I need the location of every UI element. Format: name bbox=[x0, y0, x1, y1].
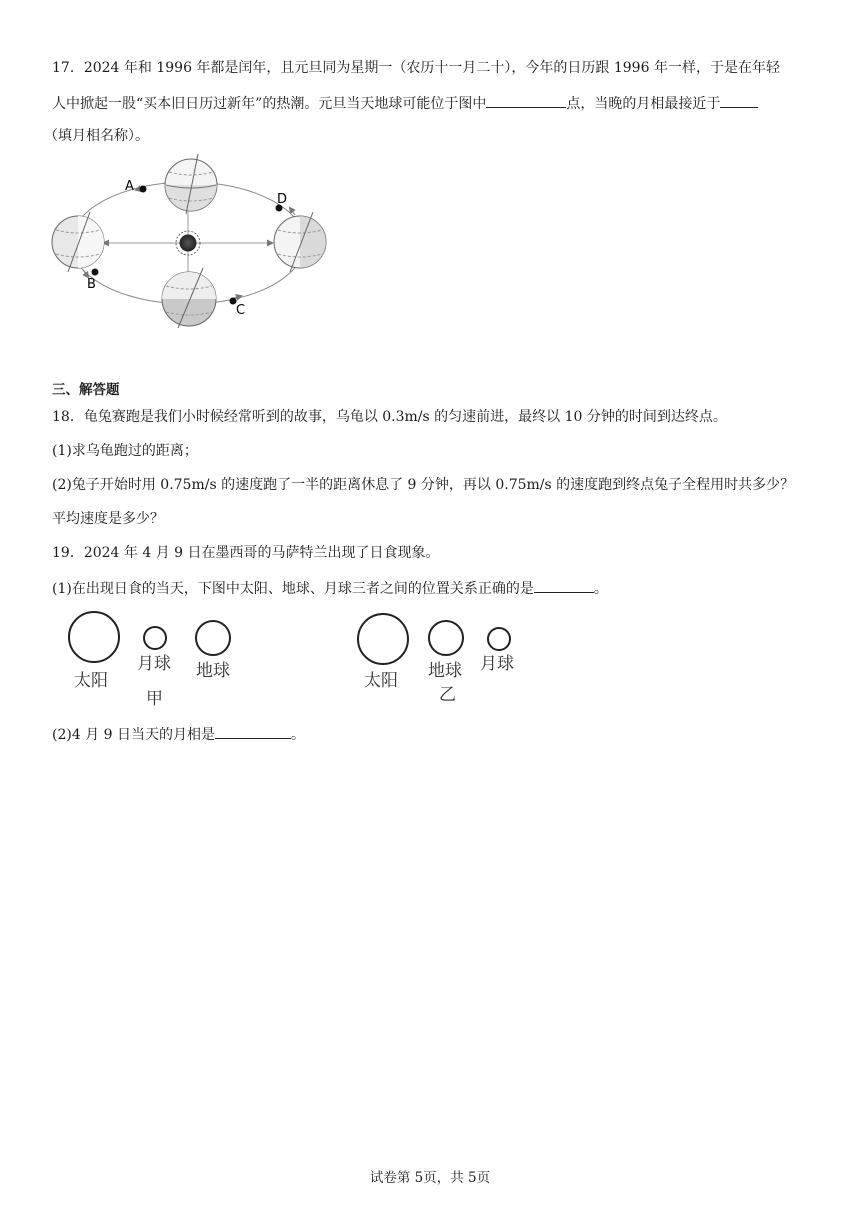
moon-yi-icon bbox=[488, 628, 510, 650]
sun-jia-icon bbox=[69, 612, 119, 662]
moon-jia-label: 月球 bbox=[137, 654, 171, 674]
label-a: A bbox=[125, 179, 134, 194]
caption-yi: 乙 bbox=[439, 685, 456, 705]
label-b: B bbox=[87, 277, 96, 292]
earth-yi-icon bbox=[429, 621, 463, 655]
earth-orbit-diagram bbox=[48, 150, 338, 335]
sun-icon bbox=[176, 231, 200, 255]
sun-yi-label: 太阳 bbox=[364, 671, 398, 691]
q17-blank-moon-phase[interactable] bbox=[720, 92, 758, 108]
q17-line3: （填月相名称）。 bbox=[44, 128, 149, 144]
moon-yi-label: 月球 bbox=[480, 654, 514, 674]
q19-line1: 19．2024 年 4 月 9 日在墨西哥的马萨特兰出现了日食现象。 bbox=[52, 545, 440, 561]
q19-part2 bbox=[52, 723, 305, 745]
earth-left-icon bbox=[52, 212, 104, 272]
sun-yi-icon bbox=[358, 614, 408, 664]
q19-part1-text: (1)在出现日食的当天，下图中太阳、地球、月球三者之间的位置关系正确的是 bbox=[52, 581, 534, 597]
diagram-yi bbox=[350, 608, 540, 708]
moon-jia-icon bbox=[144, 627, 166, 649]
earth-top-icon bbox=[165, 154, 217, 214]
point-b bbox=[92, 269, 99, 276]
caption-jia: 甲 bbox=[146, 689, 163, 708]
sun-jia-label: 太阳 bbox=[74, 671, 108, 691]
q18-part1: (1)求乌龟跑过的距离； bbox=[52, 443, 198, 459]
earth-jia-label: 地球 bbox=[196, 661, 230, 681]
q18-line1: 18．龟兔赛跑是我们小时候经常听到的故事，乌龟以 0.3m/s 的匀速前进，最终以 10 分钟的时间到达终点。 bbox=[52, 409, 727, 425]
point-a bbox=[140, 186, 147, 193]
earth-bottom-icon bbox=[162, 268, 216, 328]
q19-blank-moon-phase[interactable] bbox=[215, 723, 291, 739]
section3-title: 三、解答题 bbox=[52, 382, 120, 398]
q19-part2-end: 。 bbox=[291, 727, 305, 743]
earth-yi-label: 地球 bbox=[428, 661, 462, 681]
q17-line2-text-a: 人中掀起一股“买本旧日历过新年”的热潮。元旦当天地球可能位于图中 bbox=[52, 96, 487, 112]
q17-line2-text-b: 点，当晚的月相最接近于 bbox=[566, 96, 721, 112]
label-d: D bbox=[277, 192, 288, 207]
q19-blank-position[interactable] bbox=[534, 577, 594, 593]
q19-part1 bbox=[52, 577, 608, 599]
label-c: C bbox=[236, 303, 246, 318]
earth-jia-icon bbox=[196, 621, 230, 655]
q18-part2: (2)兔子开始时用 0.75m/s 的速度跑了一半的距离休息了 9 分钟，再以 0.75m/s 的速度跑到终点兔子全程用时共多少？ bbox=[52, 477, 795, 493]
earth-right-icon bbox=[274, 212, 326, 272]
q19-part1-end: 。 bbox=[593, 581, 608, 597]
q19-part2-text: (2)4 月 9 日当天的月相是 bbox=[52, 727, 215, 743]
q18-part2b: 平均速度是多少？ bbox=[52, 511, 164, 527]
q17-blank-point[interactable] bbox=[486, 92, 566, 108]
q17-line2 bbox=[52, 92, 758, 114]
page-footer: 试卷第 5页，共 5页 bbox=[369, 1170, 491, 1186]
q17-line1: 17．2024 年和 1996 年都是闰年，且元旦同为星期一（农历十一月二十），今年的日历跟 1996 年一样，于是在年轻 bbox=[52, 60, 780, 76]
diagram-jia bbox=[60, 608, 250, 708]
